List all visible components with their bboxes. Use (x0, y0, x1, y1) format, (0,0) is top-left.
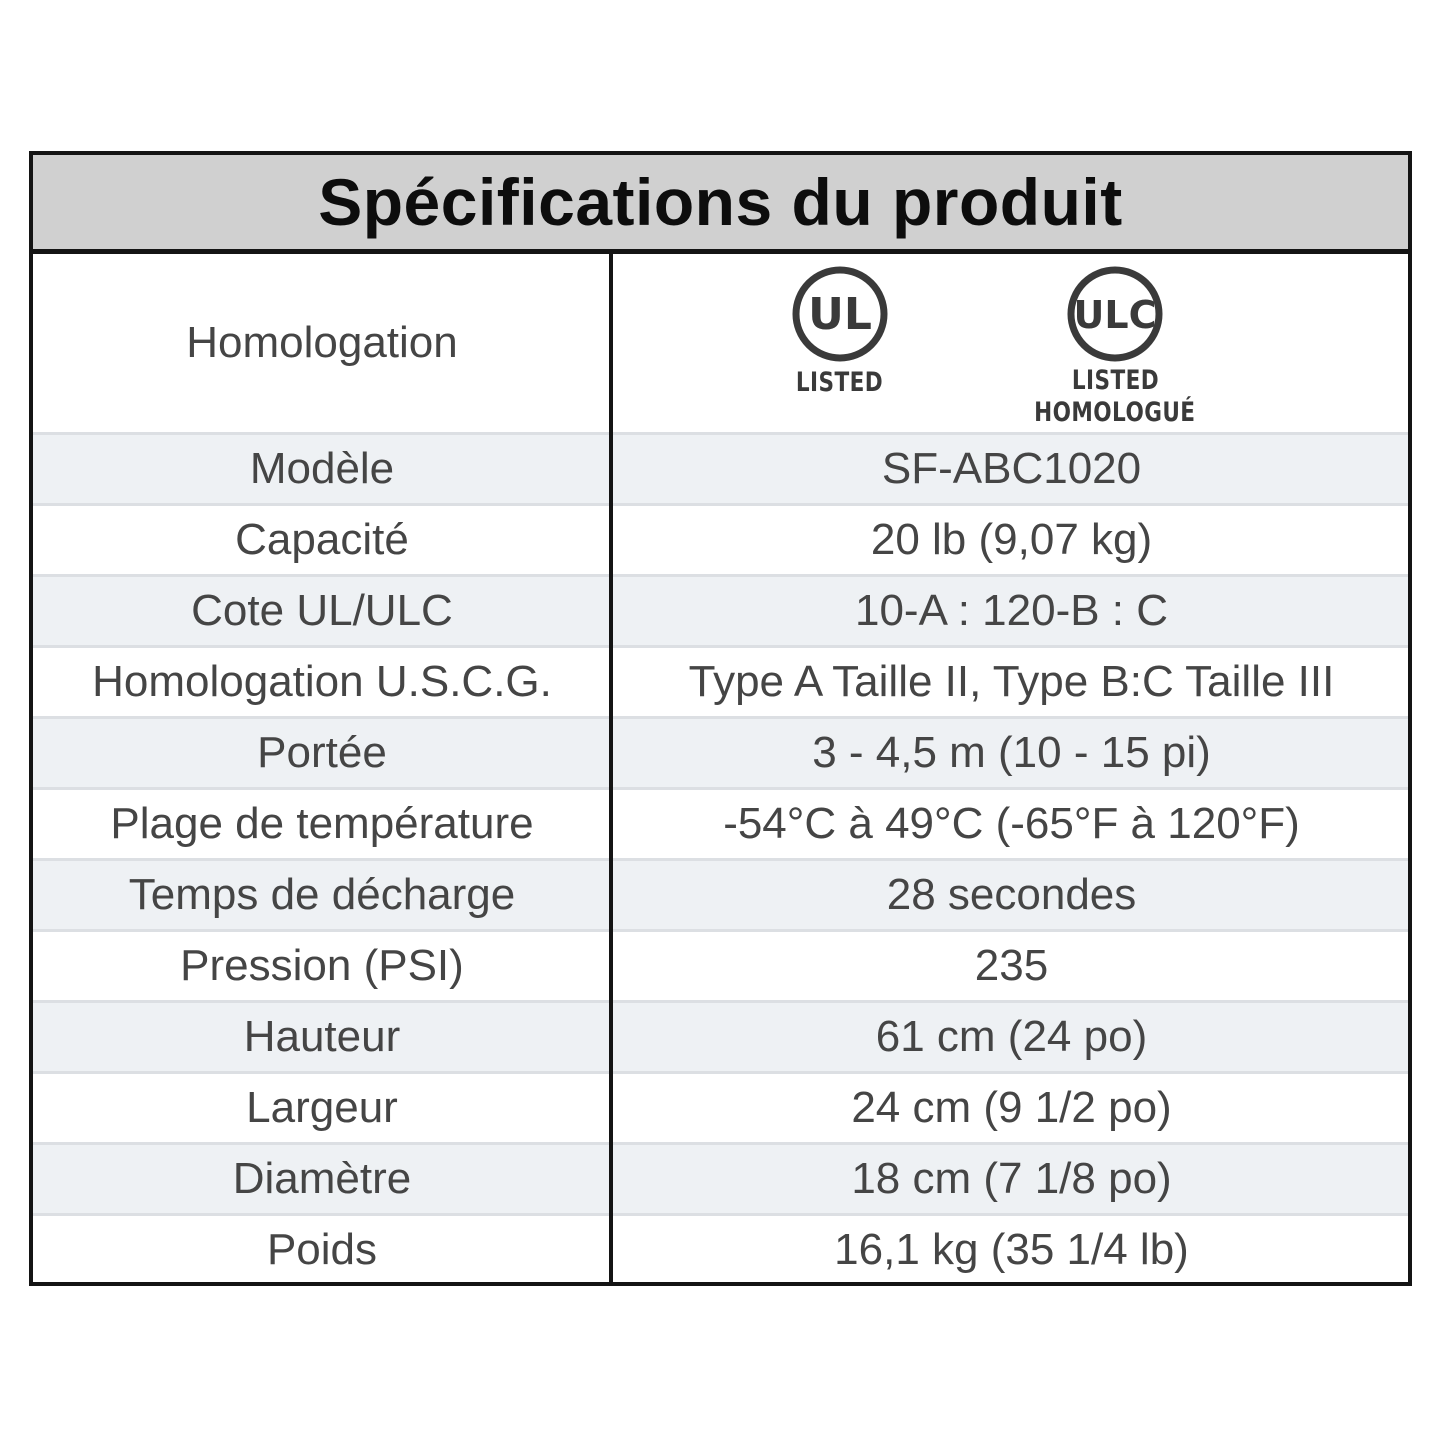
table-title: Spécifications du produit (318, 165, 1123, 239)
spec-label: Diamètre (232, 1154, 412, 1203)
column-divider (609, 254, 613, 1283)
ulc-listed-mark (1014, 265, 1216, 427)
spec-label: Plage de température (110, 799, 534, 848)
ul-listed-mark-icon (791, 265, 889, 363)
spec-label: Homologation (186, 318, 458, 367)
ul-caption: LISTED (796, 367, 884, 398)
spec-label: Largeur (246, 1083, 398, 1132)
spec-value: 24 cm (9 1/2 po) (851, 1083, 1172, 1132)
title-bar (33, 155, 1408, 254)
ulc-mark-text: ULC (1073, 293, 1157, 337)
spec-label: Modèle (249, 444, 395, 493)
spec-value: 20 lb (9,07 kg) (870, 515, 1153, 564)
spec-table (29, 151, 1412, 1286)
spec-value: -54°C à 49°C (-65°F à 120°F) (723, 799, 1300, 848)
spec-row (33, 435, 1408, 506)
spec-label: Capacité (235, 515, 409, 564)
spec-label: Cote UL/ULC (191, 586, 453, 635)
spec-label: Pression (PSI) (180, 941, 464, 990)
spec-label: Portée (257, 728, 387, 777)
spec-row (33, 1145, 1408, 1216)
spec-value: 10-A : 120-B : C (854, 586, 1169, 635)
spec-row (33, 506, 1408, 577)
spec-row (33, 719, 1408, 790)
spec-row (33, 1216, 1408, 1283)
spec-row (33, 861, 1408, 932)
ul-mark-text: UL (807, 289, 872, 340)
spec-row (33, 648, 1408, 719)
spec-row (33, 1074, 1408, 1145)
spec-value: 18 cm (7 1/8 po) (851, 1154, 1172, 1203)
spec-value: 235 (974, 941, 1049, 990)
ulc-caption-line1: LISTED (1071, 365, 1159, 396)
spec-value: 28 secondes (886, 870, 1137, 919)
spec-label: Homologation U.S.C.G. (92, 657, 552, 706)
spec-row (33, 1003, 1408, 1074)
spec-row (33, 790, 1408, 861)
spec-value: 16,1 kg (35 1/4 lb) (834, 1224, 1189, 1274)
spec-row (33, 932, 1408, 1003)
spec-row-homologation (33, 254, 1408, 435)
ul-listed-mark (785, 265, 894, 397)
spec-label: Poids (266, 1224, 378, 1274)
spec-value: 61 cm (24 po) (875, 1012, 1148, 1061)
spec-value: Type A Taille II, Type B:C Taille III (688, 657, 1335, 706)
spec-rows (33, 254, 1408, 1283)
spec-label: Hauteur (243, 1012, 401, 1061)
spec-value: SF-ABC1020 (881, 444, 1142, 493)
ulc-listed-mark-icon (1066, 265, 1164, 363)
spec-row (33, 577, 1408, 648)
spec-value: 3 - 4,5 m (10 - 15 pi) (812, 728, 1211, 777)
certification-logos (611, 254, 1408, 432)
ulc-caption-line2: HOMOLOGUÉ (1034, 397, 1196, 428)
spec-label: Temps de décharge (128, 870, 516, 919)
